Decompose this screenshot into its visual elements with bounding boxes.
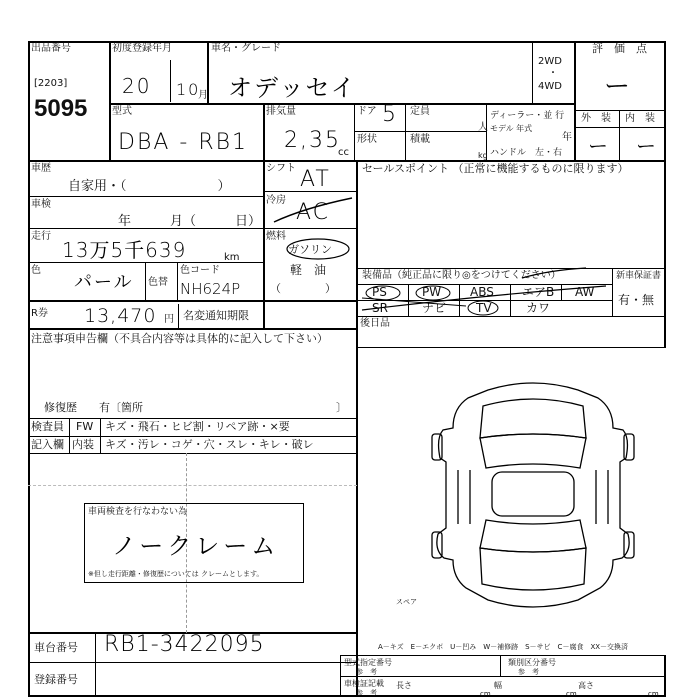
exterior-value: ー [588, 134, 610, 158]
ac-strike-mark [264, 192, 356, 228]
height-label: 高さ [578, 681, 594, 690]
equipment-sr: SR [372, 301, 388, 315]
equipment-leather: カワ [526, 301, 551, 315]
month-unit: 月 [198, 90, 208, 101]
length-label: 長さ [396, 681, 412, 690]
door-value: 5 [382, 102, 398, 127]
displacement-label: 排気量 [266, 106, 296, 117]
score-label: 評 価 点 [592, 42, 647, 55]
name-change-label: 名変通知期限 [183, 309, 249, 322]
warranty-label: 新車保証書 [616, 271, 662, 281]
shift-label: シフト [266, 163, 296, 174]
reg-cert-label: 車検証記載 [344, 679, 384, 688]
person-unit: 人 [478, 122, 488, 133]
lot-number: 5095 [34, 95, 88, 122]
score-value: ー [604, 72, 633, 102]
car-name-value: オデッセイ [228, 74, 357, 102]
inspection-label: 車検 [31, 199, 51, 210]
inspector-label: 検査員 [31, 420, 64, 433]
car-name-label: 車名・グレード [211, 43, 281, 54]
repair-history-close: 〕 [336, 401, 347, 414]
repair-history-label: 修復歴 有〔箇所 [44, 401, 143, 414]
length-unit: cm [480, 690, 491, 698]
reg-cert-reference: 参 考 [356, 689, 377, 697]
fuel-diesel: 軽 油 [290, 263, 327, 277]
sales-point-label: セールスポイント （正常に機能するものに限ります） [362, 162, 629, 175]
history-value: 自家用・（ ） [68, 179, 231, 194]
arrival-label: 後日品 [360, 318, 390, 329]
width-unit: cm [566, 690, 577, 698]
r-ticket-value: 13,470 [84, 305, 157, 327]
fw-items: キズ・飛石・ヒビ割・リペア跡・×要 [105, 420, 290, 433]
year-unit: 年 [562, 132, 572, 143]
drive-2wd: 2WD [538, 56, 562, 67]
spare-label: スペア [396, 598, 417, 606]
model-label: 型式 [112, 106, 132, 117]
model-value: DBA - RB1 [118, 130, 249, 155]
load-label: 積載 [410, 134, 430, 145]
drive-4wd: 4WD [538, 81, 562, 92]
equipment-airbag: エアB [522, 285, 555, 299]
stamp-top-text: 車両検査を行なわない為 [88, 507, 188, 517]
interior-value: ー [636, 134, 658, 158]
class-reference: 参 考 [518, 668, 539, 676]
first-registration-label: 初度登録年月 [112, 43, 172, 54]
color-code-label: 色コード [180, 265, 220, 276]
color-change-label: 色替 [148, 277, 168, 288]
equipment-label: 装備品（純正品に限り◎をつけてください） [362, 270, 561, 281]
height-unit: cm [648, 690, 659, 698]
type-spec-reference: 参 考 [356, 668, 377, 676]
color-label: 色 [31, 265, 41, 276]
notes-label: 注意事項申告欄（不具合内容等は具体的に記入して下さい） [31, 332, 328, 345]
mileage-value: 13万5千639 [62, 238, 187, 262]
drive-dot: ・ [548, 68, 558, 79]
interior-label: 内 装 [625, 113, 655, 124]
stamp-bottom-text: ※但し走行距離・修復歴については クレームとします。 [88, 570, 264, 578]
kg-unit: kg [478, 151, 488, 160]
fw-label: FW [76, 420, 94, 433]
km-unit: km [224, 252, 240, 263]
equipment-abs: ABS [470, 285, 494, 299]
inspection-value: 年 月（ 日） [118, 214, 262, 229]
displacement-value: 2,35 [284, 128, 341, 153]
model-year-label: モデル 年式 [490, 124, 533, 133]
mileage-label: 走行 [31, 231, 51, 242]
ac-label: 冷房 [266, 195, 286, 206]
interior-row-label: 内装 [72, 438, 94, 451]
shift-value: AT [300, 167, 331, 192]
r-ticket-yen: 円 [164, 314, 174, 325]
equipment-circles [356, 284, 612, 316]
dealer-label: ディーラー・並 行 [490, 111, 565, 121]
door-label: ドア [357, 106, 377, 117]
lot-session: [2203] [34, 78, 68, 89]
car-damage-diagram [408, 378, 658, 614]
handle-label: ハンドル 左・右 [490, 148, 563, 158]
equipment-aw: AW [575, 285, 595, 299]
color-value: パール [74, 272, 134, 293]
exterior-label: 外 装 [581, 113, 611, 124]
equipment-tv: TV [476, 301, 492, 315]
lot-number-label: 出品番号 [31, 43, 71, 54]
equipment-strike-mark [520, 266, 588, 282]
equipment-navi: ナビ [422, 301, 447, 315]
history-label: 車歴 [31, 163, 51, 174]
stamp-main-text: ノークレーム [112, 532, 280, 560]
first-registration-month: 10 [176, 80, 201, 99]
class-label: 類別区分番号 [508, 658, 556, 667]
warranty-value: 有・無 [618, 293, 655, 307]
registration-label: 登録番号 [34, 673, 78, 686]
fuel-gasoline: ガソリン [288, 243, 332, 256]
interior-items: キズ・汚レ・コゲ・穴・スレ・キレ・破レ [105, 438, 314, 451]
chassis-label: 車台番号 [34, 641, 78, 654]
shape-label: 形状 [357, 134, 377, 145]
chassis-value: RB1-3422095 [104, 632, 265, 657]
equipment-pw: PW [422, 285, 442, 299]
capacity-label: 定員 [410, 106, 430, 117]
width-label: 幅 [494, 681, 502, 690]
fuel-circle-mark [284, 236, 352, 262]
r-ticket-label: R券 [31, 308, 48, 319]
equipment-ps: PS [372, 285, 387, 299]
fuel-label: 燃料 [266, 231, 286, 242]
color-code-value: NH624P [180, 280, 241, 298]
year-month-divider [170, 60, 171, 102]
fuel-other: （ ） [270, 282, 336, 295]
entry-label: 記入欄 [31, 438, 64, 451]
ac-value: AC [296, 200, 331, 225]
first-registration-year: 20 [122, 74, 152, 98]
type-spec-label: 型式指定番号 [344, 658, 392, 667]
damage-legend: A－キズ E－エクボ U－凹み W－補修跡 S－サビ C－腐食 XX－交換済 [378, 643, 629, 651]
displacement-unit: cc [338, 147, 349, 158]
